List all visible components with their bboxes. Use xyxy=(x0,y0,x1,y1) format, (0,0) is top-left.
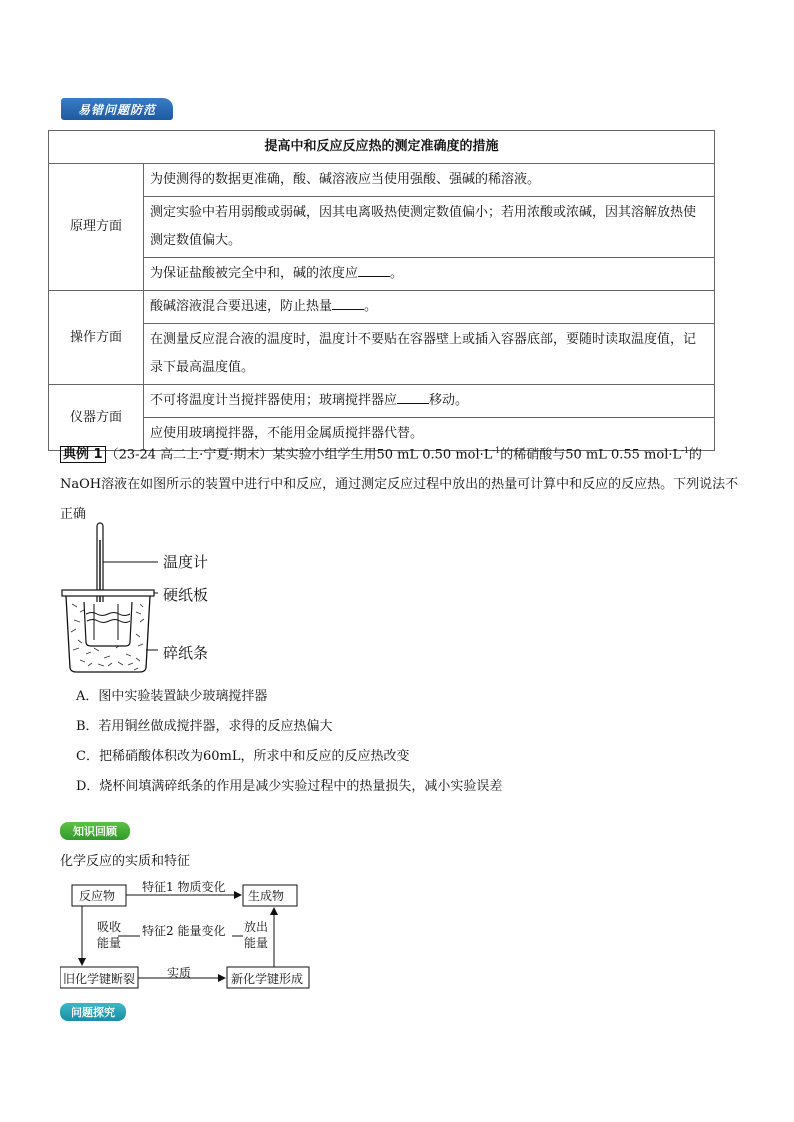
category-operation: 操作方面 xyxy=(49,291,144,385)
label-thermometer: 温度计 xyxy=(163,553,209,571)
section-badge-tips: 易错问题防范 xyxy=(61,98,173,120)
category-instrument: 仪器方面 xyxy=(49,385,144,451)
calorimeter-figure xyxy=(58,520,238,675)
flow-essence: 实质 xyxy=(167,966,192,980)
option-c[interactable]: C．把稀硝酸体积改为60mL，所求中和反应的反应热改变 xyxy=(76,749,410,764)
option-b[interactable]: B．若用铜丝做成搅拌器，求得的反应热偏大 xyxy=(76,719,333,734)
flow-absorb: 吸收 能量 xyxy=(97,920,122,950)
table-row: 为保证盐酸被完全中和，碱的浓度应 。 xyxy=(144,258,715,291)
flow-feature1: 特征1 物质变化 xyxy=(142,880,226,894)
answer-blank xyxy=(358,262,390,277)
answer-blank xyxy=(397,389,429,404)
table-row: 测定实验中若用弱酸或弱碱，因其电离吸热使测定数值偏小；若用浓酸或浓碱，因其溶解放热使测定数值偏大。 xyxy=(144,197,715,258)
table-row: 在测量反应混合液的温度时，温度计不要贴在容器壁上或插入容器底部，要随时读取温度值，记录下最高温度值。 xyxy=(144,324,715,385)
inner-beaker xyxy=(84,602,132,646)
section-badge-review: 知识回顾 xyxy=(60,822,130,840)
category-principle: 原理方面 xyxy=(49,164,144,291)
flow-feature2: 特征2 能量变化 xyxy=(142,924,226,938)
board-shape xyxy=(62,590,154,596)
table-row: 应使用玻璃搅拌器，不能用金属质搅拌器代替。 xyxy=(144,418,715,451)
answer-blank xyxy=(332,295,364,310)
section-badge-explore: 问题探究 xyxy=(60,1003,126,1021)
flow-new-bond: 新化学键形成 xyxy=(231,972,304,986)
label-paper: 碎纸条 xyxy=(163,644,209,662)
review-heading: 化学反应的实质和特征 xyxy=(60,854,191,869)
option-d[interactable]: D．烧杯间填满碎纸条的作用是减少实验过程中的热量损失，减小实验误差 xyxy=(76,779,503,794)
table-row: 为使测得的数据更准确，酸、碱溶液应当使用强酸、强碱的稀溶液。 xyxy=(144,164,715,197)
table-title: 提高中和反应反应热的测定准确度的措施 xyxy=(49,131,715,164)
flow-product: 生成物 xyxy=(248,889,285,903)
flow-release: 放出 能量 xyxy=(244,920,269,950)
options xyxy=(76,682,502,802)
example-tag: 典例 1 xyxy=(60,446,106,463)
flow-old-bond: 旧化学键断裂 xyxy=(63,972,136,986)
table-row: 不可将温度计当搅拌器使用；玻璃搅拌器应 移动。 xyxy=(144,385,715,418)
flow-reactant: 反应物 xyxy=(79,889,116,903)
label-board: 硬纸板 xyxy=(163,586,209,604)
table-row: 酸碱溶液混合要迅速，防止热量 。 xyxy=(144,291,715,324)
option-a[interactable]: A．图中实验装置缺少玻璃搅拌器 xyxy=(76,689,268,704)
example-question: 典例 1 （23-24 高二上·宁夏·期末）某实验小组学生用50 mL 0.50 $mol\cdot L^{-1}$的稀硝酸与50 mL 0.55 $mol\cdot L^{-1}$的NaOH溶液在如图所示的装置中进行中和反应，通过测定反应过程中放出的热量可计算中和反应的反应热。下列说法不正确 xyxy=(60,446,739,523)
measures-table xyxy=(48,130,715,451)
